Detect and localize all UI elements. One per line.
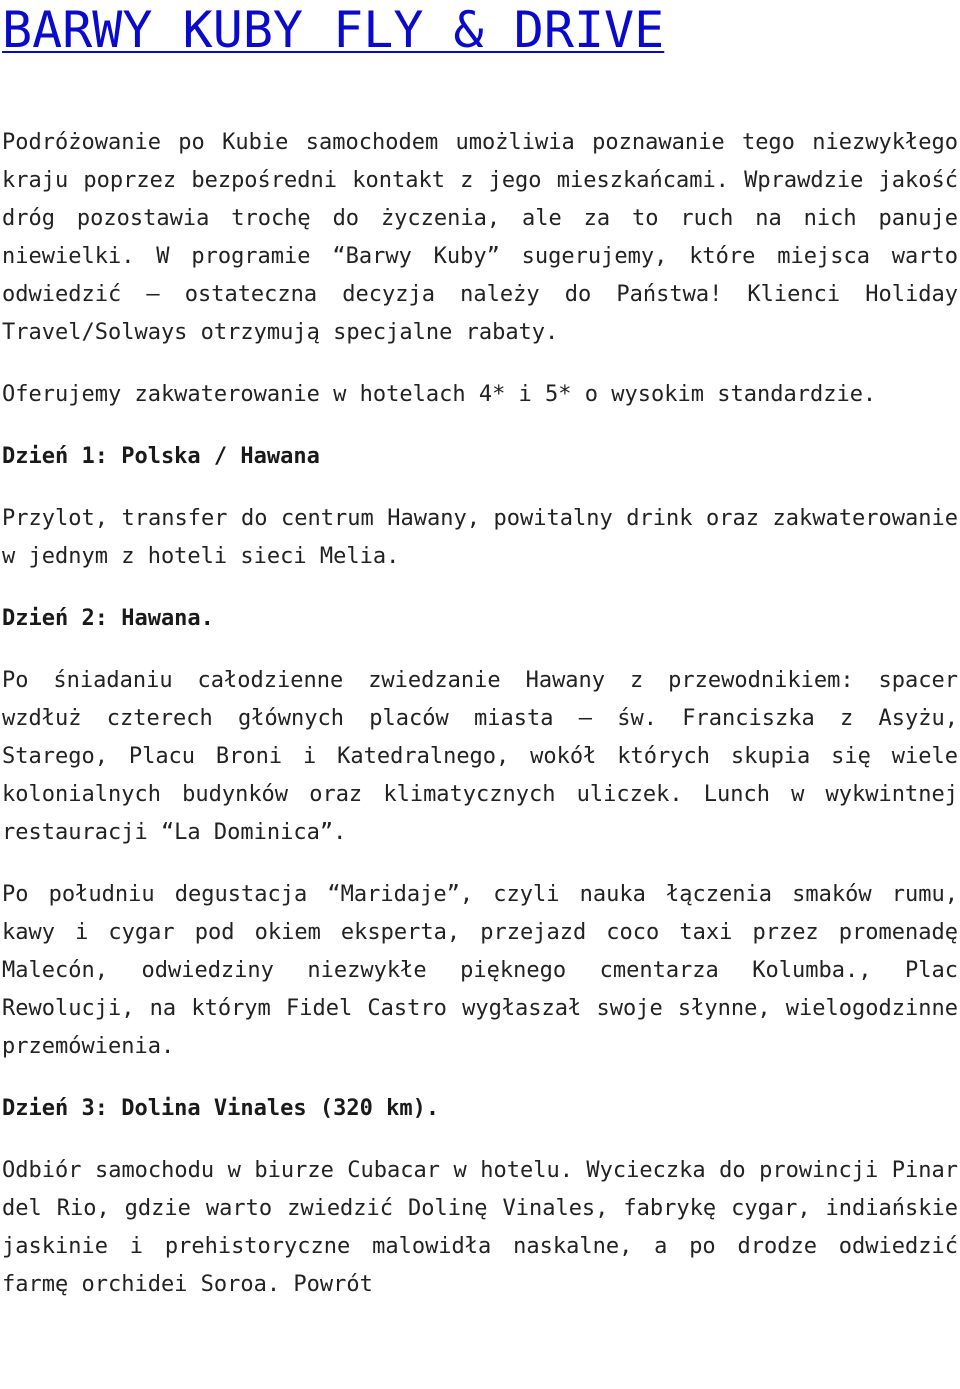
day-3-heading: Dzień 3: Dolina Vinales (320 km). [2, 1096, 440, 1121]
page-title-link[interactable]: BARWY KUBY FLY & DRIVE [2, 1, 665, 59]
intro-paragraph-2: Oferujemy zakwaterowanie w hotelach 4* i 5* o wysokim standardzie. [2, 382, 877, 407]
day-2-paragraph-1: Po śniadaniu całodzienne zwiedzanie Hawany z przewodnikiem: spacer wzdłuż czterech głównych placów miasta – św. Franciszka z Asyżu, Starego, Placu Broni i Katedralnego, wokół których skupia się wiele kolonialnych budynków oraz klimatycznych uliczek. Lunch w wykwintnej restauracji “La Dominica”. [2, 668, 958, 845]
day-1-paragraph-1: Przylot, transfer do centrum Hawany, powitalny drink oraz zakwaterowanie w jednym z hoteli sieci Melia. [2, 506, 958, 569]
day-2-paragraph-2: Po południu degustacja “Maridaje”, czyli nauka łączenia smaków rumu, kawy i cygar pod okiem eksperta, przejazd coco taxi przez promenadę Malecón, odwiedziny niezwykłe pięknego cmentarza Kolumba., Plac Rewolucji, na którym Fidel Castro wygłaszał swoje słynne, wielogodzinne przemówienia. [2, 882, 958, 1059]
day-2-heading: Dzień 2: Hawana. [2, 606, 214, 631]
article-body [2, 124, 958, 1328]
intro-paragraph-1: Podróżowanie po Kubie samochodem umożliwia poznawanie tego niezwykłego kraju poprzez bezpośredni kontakt z jego mieszkańcami. Wprawdzie jakość dróg pozostawia trochę do życzenia, ale za to ruch na nich panuje niewielki. W programie “Barwy Kuby” sugerujemy, które miejsca warto odwiedzić – ostateczna decyzja należy do Państwa! Klienci Holiday Travel/Solways otrzymują specjalne rabaty. [2, 130, 958, 345]
day-1-heading: Dzień 1: Polska / Hawana [2, 444, 320, 469]
day-3-paragraph-1: Odbiór samochodu w biurze Cubacar w hotelu. Wycieczka do prowincji Pinar del Rio, gdzie warto zwiedzić Dolinę Vinales, fabrykę cygar, indiańskie jaskinie i prehistoryczne malowidła naskalne, a po drodze odwiedzić farmę orchidei Soroa. Powrót [2, 1158, 958, 1297]
